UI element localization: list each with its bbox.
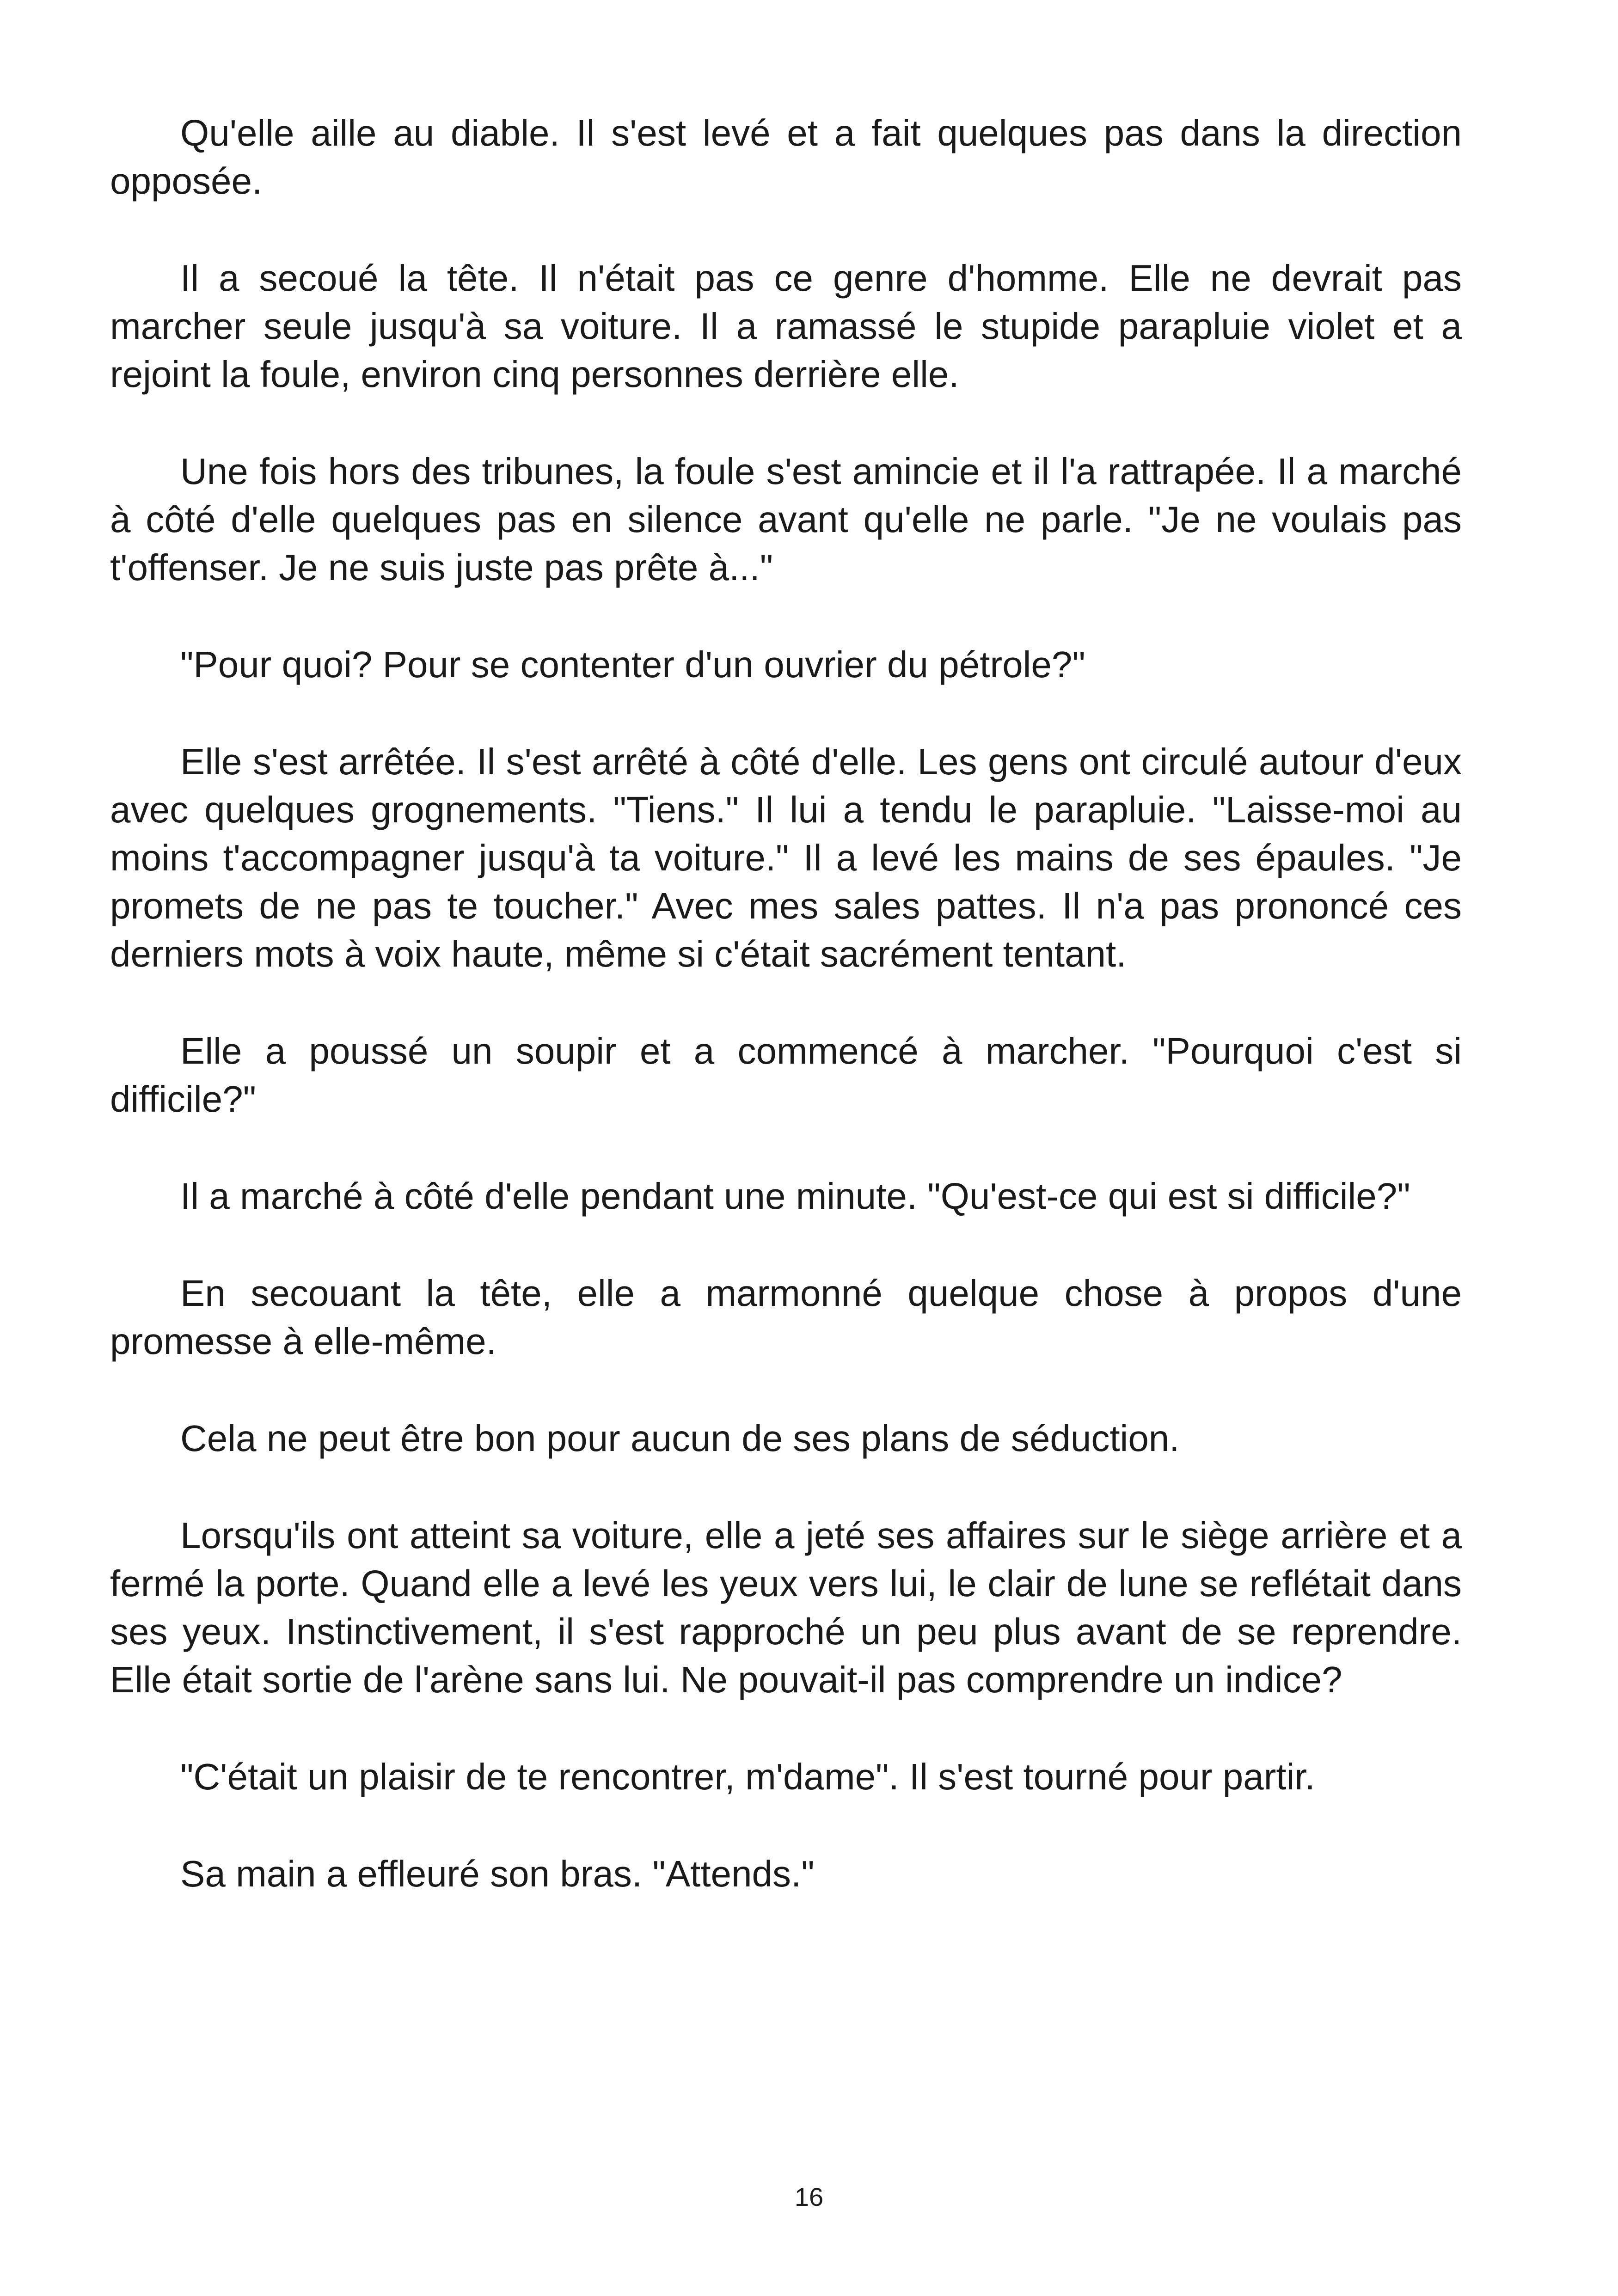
paragraph-5: Elle s'est arrêtée. Il s'est arrêté à côté d'elle. Les gens ont circulé autour d'eux avec quelques grognements. "Tiens." Il lui a tendu le parapluie. "Laisse-moi au moins t'accompagner jusqu'à ta voiture." Il a levé les mains de ses épaules. "Je promets de ne pas te toucher." Avec mes sales pattes. Il n'a pas prononcé ces derniers mots à voix haute, même si c'était sacrément tentant. <box>110 741 1462 974</box>
paragraph-8: En secouant la tête, elle a marmonné quelque chose à propos d'une promesse à elle-même. <box>110 1273 1462 1362</box>
paragraph-9: Cela ne peut être bon pour aucun de ses plans de séduction. <box>180 1418 1180 1459</box>
paragraph-11: "C'était un plaisir de te rencontrer, m'dame". Il s'est tourné pour partir. <box>180 1756 1315 1797</box>
paragraph-3: Une fois hors des tribunes, la foule s'est amincie et il l'a rattrapée. Il a marché à côté d'elle quelques pas en silence avant qu'elle ne parle. "Je ne voulais pas t'offenser. Je ne suis juste pas prête à..." <box>110 451 1462 588</box>
page-number: 16 <box>794 2182 824 2211</box>
body-text <box>110 109 1462 1947</box>
paragraph-1: Qu'elle aille au diable. Il s'est levé et a fait quelques pas dans la direction opposée. <box>110 112 1462 202</box>
paragraph-2: Il a secoué la tête. Il n'était pas ce genre d'homme. Elle ne devrait pas marcher seule jusqu'à sa voiture. Il a ramassé le stupide parapluie violet et a rejoint la foule, environ cinq personnes derrière elle. <box>110 257 1462 395</box>
paragraph-10: Lorsqu'ils ont atteint sa voiture, elle a jeté ses affaires sur le siège arrière et a fermé la porte. Quand elle a levé les yeux vers lui, le clair de lune se reflétait dans ses yeux. Instinctivement, il s'est rapproché un peu plus avant de se reprendre. Elle était sortie de l'arène sans lui. Ne pouvait-il pas comprendre un indice? <box>110 1515 1462 1700</box>
paragraph-12: Sa main a effleuré son bras. "Attends." <box>180 1853 815 1894</box>
paragraph-7: Il a marché à côté d'elle pendant une minute. "Qu'est-ce qui est si difficile?" <box>180 1176 1410 1217</box>
paragraph-6: Elle a poussé un soupir et a commencé à marcher. "Pourquoi c'est si difficile?" <box>110 1030 1462 1120</box>
paragraph-4: "Pour quoi? Pour se contenter d'un ouvrier du pétrole?" <box>180 644 1085 685</box>
